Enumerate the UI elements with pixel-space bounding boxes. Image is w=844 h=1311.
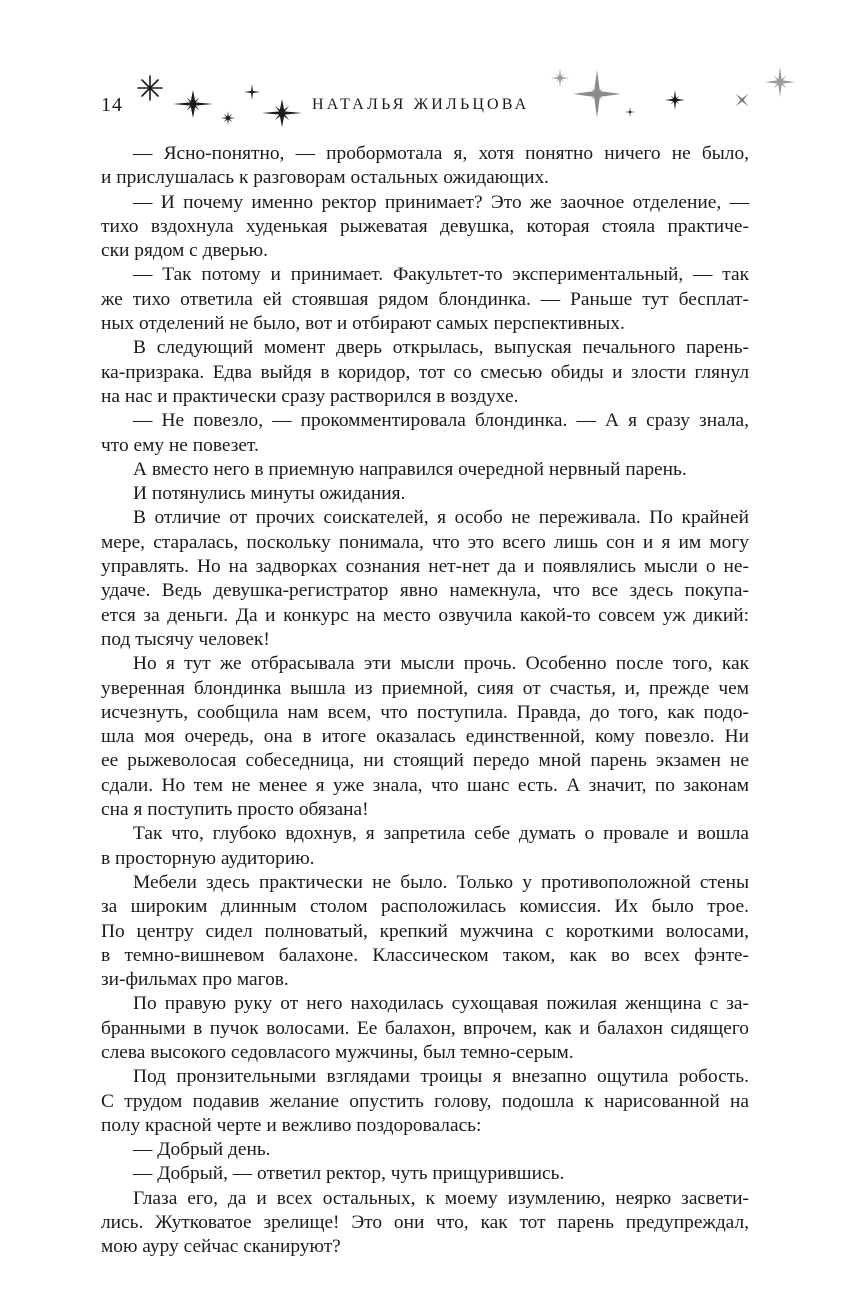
text-line: шла моя очередь, она в итоге оказалась единственной, кому повезло. Ни <box>101 726 749 748</box>
paragraph <box>101 1138 749 1162</box>
text-line: ных отделений не было, вот и отбирают самых перспективных. <box>101 313 625 335</box>
star-icon <box>244 84 260 100</box>
text-line: мере, старалась, поскольку понимала, что это всего лишь сон и я им могу <box>101 531 749 553</box>
paragraph <box>101 482 749 506</box>
star-icon <box>262 99 302 127</box>
paragraph <box>101 822 749 871</box>
text-line: исчезнуть, сообщила нам всем, что поступила. Правда, до того, как подо- <box>101 701 749 723</box>
paragraph <box>101 992 749 1065</box>
star-icon <box>173 90 213 118</box>
text-line: полу красной черте и вежливо поздоровалась: <box>101 1114 482 1136</box>
paragraph <box>101 506 749 652</box>
star-icon <box>573 70 621 118</box>
paragraph <box>101 458 749 482</box>
text-line: ка-призрака. Едва выйдя в коридор, тот со смесью обиды и злости глянул <box>101 361 749 383</box>
text-line: Под пронзительными взглядами троицы я внезапно ощутила робость. <box>133 1066 749 1088</box>
star-icon <box>665 90 685 110</box>
page-header <box>0 0 844 140</box>
text-line: — Добрый, — ответил ректор, чуть прищурившись. <box>133 1163 565 1185</box>
text-line: под тысячу человек! <box>101 628 270 650</box>
paragraph <box>101 1187 749 1260</box>
text-line: сдали. Но тем не менее я уже знала, что шанс есть. А значит, по законам <box>101 774 749 796</box>
page-number: 14 <box>101 94 123 116</box>
text-line: И потянулись минуты ожидания. <box>133 483 406 505</box>
text-line: на нас и практически сразу растворился в воздухе. <box>101 385 519 407</box>
text-line: В следующий момент дверь открылась, выпуская печального парень- <box>133 337 749 359</box>
text-line: сна я поступить просто обязана! <box>101 799 369 821</box>
star-icon <box>138 76 162 100</box>
text-line: лись. Жутковатое зрелище! Это они что, как тот парень предупреждал, <box>101 1212 749 1234</box>
text-line: По правую руку от него находилась сухощавая пожилая женщина с за- <box>133 993 749 1015</box>
paragraph <box>101 1065 749 1138</box>
sparkle-ornament <box>0 0 844 140</box>
text-line: В отличие от прочих соискателей, я особо не переживала. По крайней <box>133 507 749 529</box>
text-line: что ему не повезет. <box>101 434 259 456</box>
star-icon <box>729 87 754 112</box>
text-line: за широким длинным столом расположилась комиссия. Их было трое. <box>101 896 749 918</box>
text-line: и прислушалась к разговорам остальных ожидающих. <box>101 167 550 189</box>
text-line: тихо вздохнула худенькая рыжеватая девушка, которая стояла практиче- <box>101 215 749 237</box>
paragraph <box>101 652 749 822</box>
body-text <box>101 142 749 1260</box>
text-line: По центру сидел полноватый, крепкий мужчина с короткими волосами, <box>101 920 749 942</box>
text-line: в просторную аудиторию. <box>101 847 315 869</box>
text-line: ется за деньги. Да и конкурс на место озвучила какой-то совсем уж дикий: <box>101 604 749 626</box>
text-line: в темно-вишневом балахоне. Классическом таком, как во всех фэнте- <box>101 944 749 966</box>
text-line: Так что, глубоко вдохнув, я запретила себе думать о провале и вошла <box>133 823 749 845</box>
text-line: А вместо него в приемную направился очередной нервный парень. <box>133 458 687 480</box>
text-line: зи-фильмах про магов. <box>101 969 289 991</box>
text-line: слева высокого седовласого мужчины, был темно-серым. <box>101 1041 574 1063</box>
text-line: — Ясно-понятно, — пробормотала я, хотя понятно ничего не было, <box>133 143 749 164</box>
paragraph <box>101 263 749 336</box>
star-icon <box>220 110 237 127</box>
paragraph <box>101 191 749 264</box>
paragraph <box>101 871 749 992</box>
text-line: Мебели здесь практически не было. Только у противоположной стены <box>133 871 749 893</box>
paragraph <box>101 1162 749 1186</box>
text-line: — И почему именно ректор принимает? Это же заочное отделение, — <box>133 191 749 213</box>
text-line: Но я тут же отбрасывала эти мысли прочь. Особенно после того, как <box>133 653 749 675</box>
text-line: ски рядом с дверью. <box>101 240 269 262</box>
running-title: НАТАЛЬЯ ЖИЛЬЦОВА <box>312 96 530 113</box>
text-line: мою ауру сейчас сканируют? <box>101 1236 341 1258</box>
text-line: С трудом подавив желание опустить голову, подошла к нарисованной на <box>101 1090 749 1112</box>
text-line: Глаза его, да и всех остальных, к моему изумлению, неярко засвети- <box>133 1187 749 1209</box>
paragraph <box>101 409 749 458</box>
text-line: управлять. Но на задворках сознания нет-нет да и появлялись мысли о не- <box>101 556 749 578</box>
text-line: — Добрый день. <box>133 1139 271 1161</box>
star-icon <box>625 107 635 117</box>
text-line: — Так потому и принимает. Факультет-то экспериментальный, — так <box>133 264 749 286</box>
paragraph <box>101 336 749 409</box>
text-line: же тихо ответила ей стоявшая рядом блондинка. — Раньше тут бесплат- <box>101 288 749 310</box>
text-line: ее рыжеволосая собеседница, ни стоящий передо мной парень экзамен не <box>101 750 749 772</box>
text-line: — Не повезло, — прокомментировала блондинка. — А я сразу знала, <box>133 410 749 432</box>
star-icon <box>765 67 795 97</box>
text-line: уверенная блондинка вышла из приемной, сияя от счастья, и, прежде чем <box>101 677 749 699</box>
paragraph <box>101 142 749 191</box>
star-icon <box>551 69 569 87</box>
text-line: бранными в пучок волосами. Ее балахон, впрочем, как и балахон сидящего <box>101 1017 749 1039</box>
text-line: удаче. Ведь девушка-регистратор явно намекнула, что все здесь покупа- <box>101 580 749 602</box>
